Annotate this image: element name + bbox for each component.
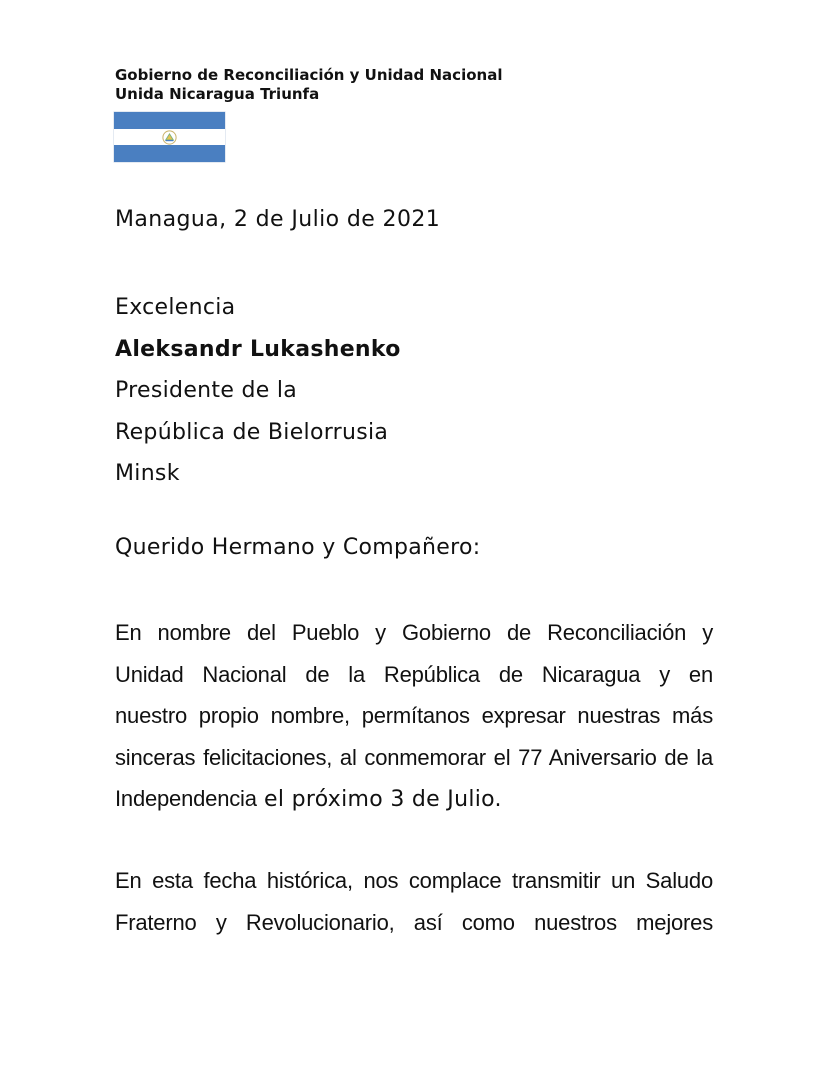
paragraph-text: Independencia	[115, 786, 257, 811]
paragraph-line: Fraterno y Revolucionario, así como nuestros mejores	[115, 909, 713, 935]
recipient-name: Aleksandr Lukashenko	[115, 336, 401, 362]
paragraph-line: Unidad Nacional de la República de Nicaragua y en	[115, 661, 713, 687]
recipient-block	[115, 287, 401, 495]
nicaragua-flag-icon	[114, 112, 225, 162]
letterhead	[115, 66, 502, 104]
body-paragraph-1	[115, 612, 713, 820]
flag-top-stripe	[114, 112, 225, 129]
paragraph-text: el próximo 3 de Julio.	[256, 787, 502, 812]
paragraph-line: sinceras felicitaciones, al conmemorar el 77 Aniversario de la	[115, 744, 713, 770]
flag-middle-stripe	[114, 129, 225, 146]
paragraph-line: En esta fecha histórica, nos complace transmitir un Saludo	[115, 868, 713, 893]
letterhead-government: Gobierno de Reconciliación y Unidad Nacional	[115, 66, 503, 84]
paragraph-line: nuestro propio nombre, permítanos expresar nuestras más	[115, 703, 713, 728]
recipient-title-line-1: Presidente de la	[115, 378, 298, 403]
letterhead-slogan: Unida Nicaragua Triunfa	[115, 85, 320, 103]
letter-date: Managua, 2 de Julio de 2021	[115, 207, 441, 232]
coat-of-arms-icon	[159, 130, 180, 145]
paragraph-line: En nombre del Pueblo y Gobierno de Reconciliación y	[115, 620, 713, 645]
recipient-city: Minsk	[115, 461, 180, 486]
paragraph-line	[115, 778, 713, 820]
recipient-title-line-2: República de Bielorrusia	[115, 419, 389, 445]
body-paragraph-2	[115, 860, 713, 943]
flag-bottom-stripe	[114, 145, 225, 162]
recipient-salutation: Excelencia	[115, 295, 236, 320]
letter-greeting: Querido Hermano y Compañero:	[115, 535, 481, 560]
